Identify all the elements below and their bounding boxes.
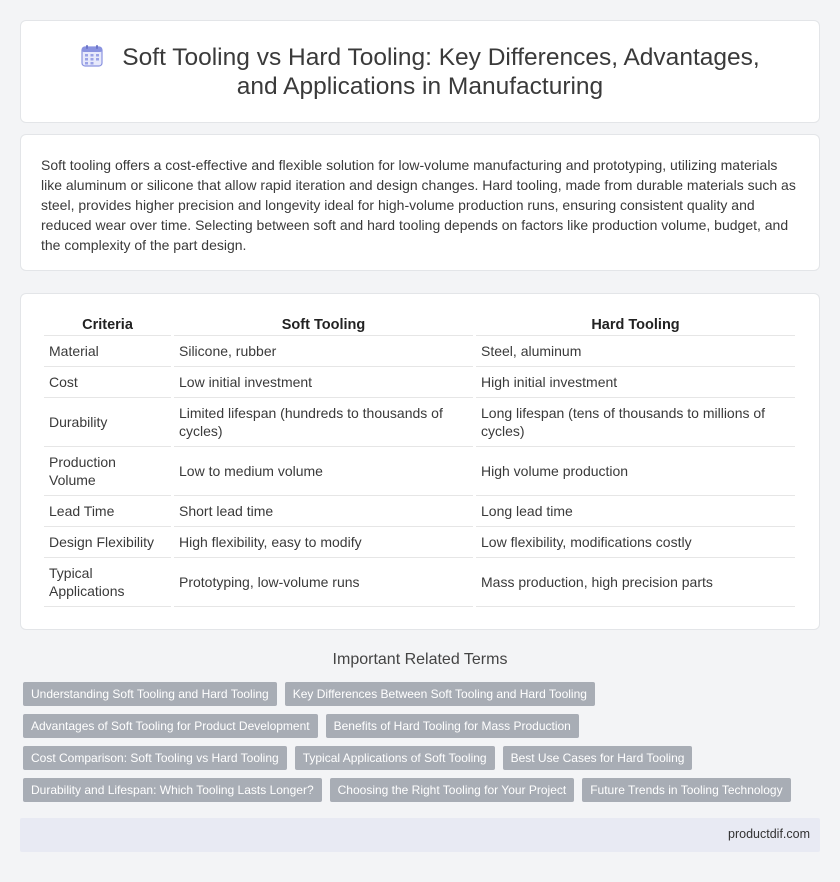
table-cell: Material — [44, 336, 171, 367]
table-cell: Prototyping, low-volume runs — [174, 558, 473, 607]
tag-row — [23, 682, 823, 706]
calendar-grid-icon — [80, 44, 104, 68]
related-tag[interactable]: Choosing the Right Tooling for Your Project — [330, 778, 575, 802]
header-card — [20, 20, 820, 123]
tag-row — [23, 714, 823, 738]
page-title: Soft Tooling vs Hard Tooling: Key Differences, Advantages, and Applications in Manufacturing — [122, 44, 760, 100]
related-tag[interactable]: Future Trends in Tooling Technology — [582, 778, 790, 802]
table-cell: High volume production — [476, 447, 795, 496]
table-cell: Low initial investment — [174, 367, 473, 398]
table-cell: Production Volume — [44, 447, 171, 496]
related-tag[interactable]: Durability and Lifespan: Which Tooling Lasts Longer? — [23, 778, 322, 802]
table-cell: Long lifespan (tens of thousands to millions of cycles) — [476, 398, 795, 447]
header-hard-tooling: Hard Tooling — [476, 314, 795, 336]
table-cell: Short lead time — [174, 496, 473, 527]
intro-paragraph: Soft tooling offers a cost-effective and flexible solution for low-volume manufacturing and prototyping, utilizing materials like aluminum or silicone that allow rapid iteration and design changes. Hard tooling, made from durable materials such as steel, provides higher precision and longevity ideal for high-volume production runs, ensuring consistent quality and reduced wear over time. Selecting between soft and hard tooling depends on factors like production volume, budget, and the complexity of the part design. — [41, 157, 796, 253]
table-cell: Steel, aluminum — [476, 336, 795, 367]
table-cell: High flexibility, easy to modify — [174, 527, 473, 558]
table-cell: Limited lifespan (hundreds to thousands of cycles) — [174, 398, 473, 447]
table-cell: High initial investment — [476, 367, 795, 398]
table-row — [44, 367, 795, 398]
table-cell: Silicone, rubber — [174, 336, 473, 367]
header-soft-tooling: Soft Tooling — [174, 314, 473, 336]
table-row — [44, 447, 795, 496]
table-cell: Typical Applications — [44, 558, 171, 607]
related-terms-list — [23, 682, 823, 810]
table-header-row — [44, 314, 795, 336]
table-cell: Low to medium volume — [174, 447, 473, 496]
related-tag[interactable]: Cost Comparison: Soft Tooling vs Hard Tooling — [23, 746, 287, 770]
related-tag[interactable]: Advantages of Soft Tooling for Product Development — [23, 714, 318, 738]
table-row — [44, 527, 795, 558]
table-cell: Lead Time — [44, 496, 171, 527]
tag-row — [23, 778, 823, 802]
table-cell: Low flexibility, modifications costly — [476, 527, 795, 558]
table-cell: Design Flexibility — [44, 527, 171, 558]
comparison-table — [41, 314, 798, 607]
header-criteria: Criteria — [44, 314, 171, 336]
table-row — [44, 398, 795, 447]
table-row — [44, 558, 795, 607]
related-tag[interactable]: Typical Applications of Soft Tooling — [295, 746, 495, 770]
comparison-card — [20, 293, 820, 630]
related-terms-title: Important Related Terms — [332, 651, 508, 668]
related-tag[interactable]: Key Differences Between Soft Tooling and Hard Tooling — [285, 682, 595, 706]
tag-row — [23, 746, 823, 770]
table-cell: Long lead time — [476, 496, 795, 527]
related-tag[interactable]: Understanding Soft Tooling and Hard Tooling — [23, 682, 277, 706]
intro-card — [20, 134, 820, 271]
table-row — [44, 496, 795, 527]
related-tag[interactable]: Benefits of Hard Tooling for Mass Production — [326, 714, 579, 738]
related-tag[interactable]: Best Use Cases for Hard Tooling — [503, 746, 693, 770]
page-title-wrap — [61, 43, 779, 101]
table-cell: Durability — [44, 398, 171, 447]
footer — [20, 818, 820, 852]
footer-site-link[interactable]: productdif.com — [728, 827, 810, 841]
table-row — [44, 336, 795, 367]
table-cell: Cost — [44, 367, 171, 398]
table-cell: Mass production, high precision parts — [476, 558, 795, 607]
